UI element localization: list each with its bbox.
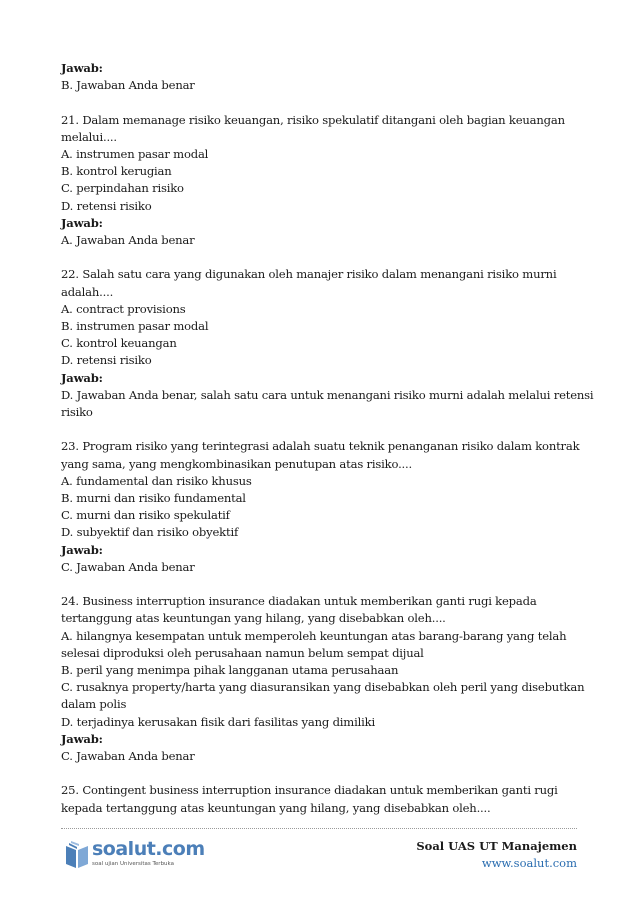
- paragraph-gap: [61, 421, 581, 438]
- text-line: A. hilangnya kesempatan untuk memperoleh keuntungan atas barang-barang yang telah: [61, 628, 567, 643]
- logo-tagline: soal ujian Universitas Terbuka: [92, 861, 175, 867]
- paragraph-gap: [61, 94, 581, 111]
- text-line: C. Jawaban Anda benar: [61, 559, 195, 574]
- text-line: 21. Dalam memanage risiko keuangan, risiko spekulatif ditangani oleh bagian keuangan: [61, 112, 565, 127]
- text-line: D. retensi risiko: [61, 198, 152, 213]
- text-line: B. Jawaban Anda benar: [61, 78, 195, 93]
- text-line: C. rusaknya property/harta yang diasuransikan yang disebabkan oleh peril yang disebutkan: [61, 680, 585, 695]
- paragraph-gap: [61, 576, 581, 593]
- text-line: melalui....: [61, 129, 117, 144]
- answer-heading: Jawab:: [61, 542, 103, 557]
- text-line: 24. Business interruption insurance diadakan untuk memberikan ganti rugi kepada: [61, 594, 537, 609]
- text-line: yang sama, yang mengkombinasikan penutupan atas risiko....: [61, 456, 413, 471]
- footer-title: Soal UAS UT Manajemen: [416, 839, 577, 853]
- text-line: C. kontrol keuangan: [61, 336, 177, 351]
- text-line: 22. Salah satu cara yang digunakan oleh manajer risiko dalam menangani risiko murni: [61, 267, 557, 282]
- soalut-logo[interactable]: [64, 838, 214, 872]
- text-line: A. contract provisions: [61, 301, 186, 316]
- footer-divider: [61, 828, 577, 829]
- paragraph-gap: [61, 249, 581, 266]
- text-line: selesai diproduksi oleh perusahaan namun belum sempat dijual: [61, 645, 424, 660]
- text-line: B. peril yang menimpa pihak langganan utama perusahaan: [61, 663, 399, 678]
- answer-heading: Jawab:: [61, 370, 103, 385]
- text-line: tertanggung atas keuntungan yang hilang, yang disebabkan oleh....: [61, 611, 446, 626]
- text-line: D. terjadinya kerusakan fisik dari fasilitas yang dimiliki: [61, 714, 375, 729]
- text-line: 23. Program risiko yang terintegrasi adalah suatu teknik penanganan risiko dalam kontrak: [61, 439, 580, 454]
- text-line: kepada tertanggung atas keuntungan yang hilang, yang disebabkan oleh....: [61, 800, 491, 815]
- text-line: C. Jawaban Anda benar: [61, 749, 195, 764]
- text-line: A. instrumen pasar modal: [61, 147, 209, 161]
- footer-url-link[interactable]: www.soalut.com: [481, 856, 577, 870]
- text-line: C. perpindahan risiko: [61, 181, 184, 196]
- answer-heading: Jawab:: [61, 61, 103, 75]
- text-line: risiko: [61, 405, 93, 420]
- document-body: [61, 60, 594, 817]
- text-line: A. fundamental dan risiko khusus: [61, 473, 252, 488]
- text-line: 25. Contingent business interruption insurance diadakan untuk memberikan ganti rugi: [61, 783, 558, 798]
- text-line: dalam polis: [61, 697, 127, 712]
- answer-heading: Jawab:: [61, 731, 103, 746]
- text-line: D. subyektif dan risiko obyektif: [61, 525, 239, 540]
- footer-info: [416, 838, 577, 872]
- text-line: D. retensi risiko: [61, 353, 152, 368]
- text-line: D. Jawaban Anda benar, salah satu cara untuk menangani risiko murni adalah melalui retensi: [61, 387, 594, 402]
- text-line: A. Jawaban Anda benar: [61, 233, 195, 248]
- text-line: adalah....: [61, 284, 114, 299]
- text-line: C. murni dan risiko spekulatif: [61, 508, 230, 523]
- text-line: B. murni dan risiko fundamental: [61, 491, 246, 506]
- paragraph-gap: [61, 765, 581, 782]
- logo-wordmark: soalut.com: [92, 838, 205, 860]
- text-line: B. instrumen pasar modal: [61, 319, 209, 334]
- open-book-icon: [64, 840, 90, 870]
- text-line: B. kontrol kerugian: [61, 164, 172, 179]
- answer-heading: Jawab:: [61, 215, 103, 230]
